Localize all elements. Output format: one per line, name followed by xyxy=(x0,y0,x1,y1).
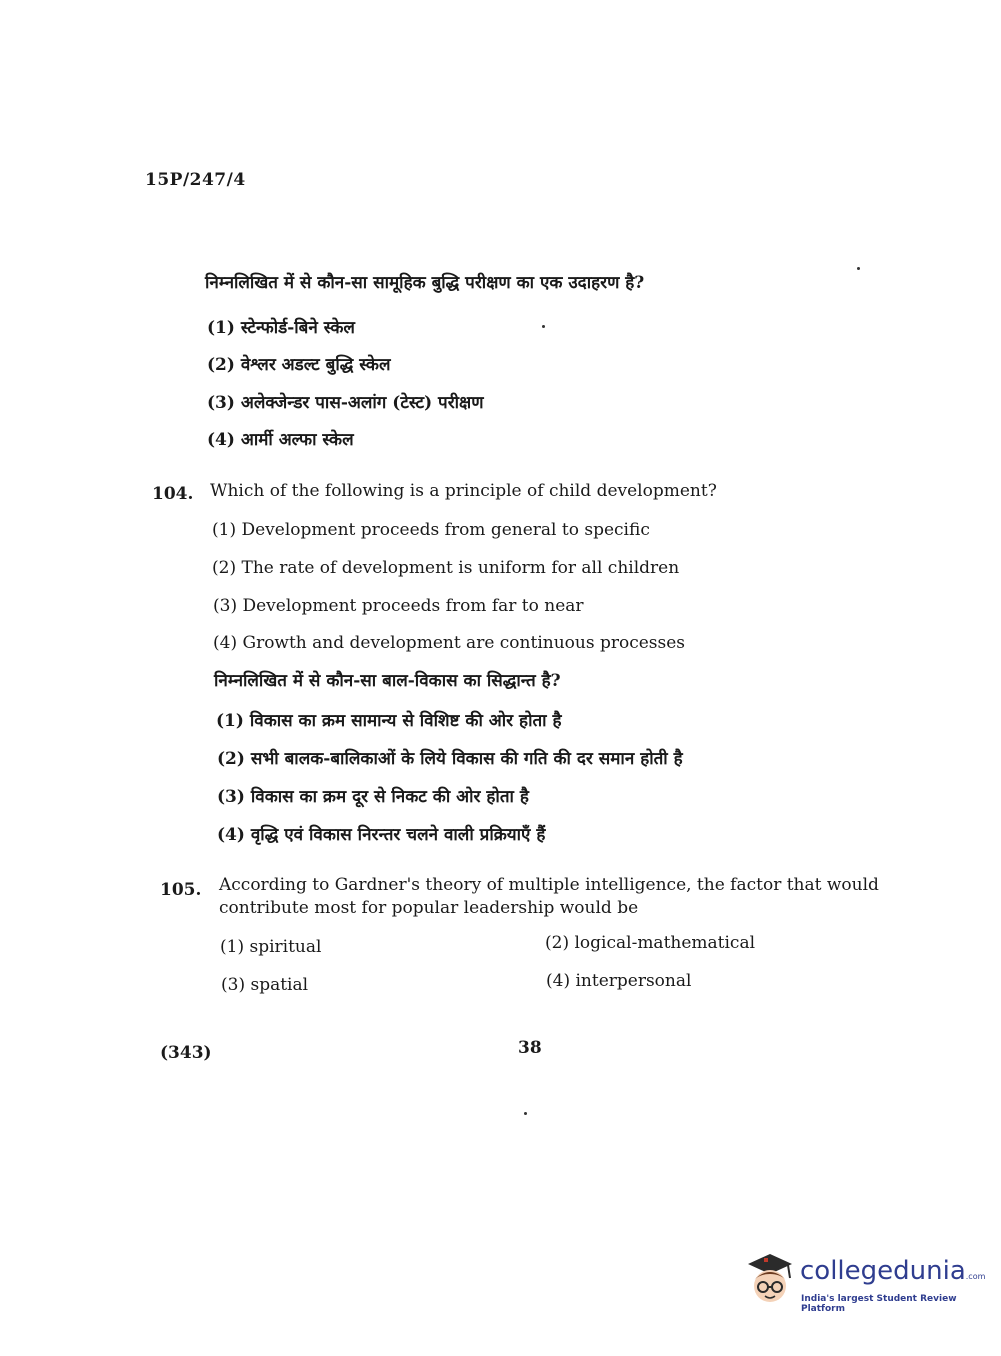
q104-hindi-option-4: (4) वृद्धि एवं विकास निरन्तर चलने वाली प्रक्रियाएँ हैं xyxy=(217,825,546,845)
q105-option-1: (1) spiritual xyxy=(220,937,322,957)
scan-speck xyxy=(857,267,860,270)
q104-hindi-option-2: (2) सभी बालक-बालिकाओं के लिये विकास की गति की दर समान होती है xyxy=(217,749,683,769)
q104-question: Which of the following is a principle of child development? xyxy=(210,481,717,501)
q104-option-4: (4) Growth and development are continuous processes xyxy=(213,633,686,653)
scan-speck xyxy=(542,325,545,328)
q104-option-3: (3) Development proceeds from far to near xyxy=(213,596,584,616)
q104-hindi-option-3: (3) विकास का क्रम दूर से निकट की ओर होता है xyxy=(217,787,529,807)
q104-option-1: (1) Development proceeds from general to specific xyxy=(212,520,650,540)
q104-hindi-option-1: (1) विकास का क्रम सामान्य से विशिष्ट की ओर होता है xyxy=(216,711,562,731)
paper-code: 15P/247/4 xyxy=(145,170,246,190)
q105-number: 105. xyxy=(160,880,202,900)
mascot-icon xyxy=(740,1250,798,1310)
q103-hindi-option-4: (4) आर्मी अल्फा स्केल xyxy=(207,430,354,450)
q103-hindi-option-2: (2) वेश्लर अडल्ट बुद्धि स्केल xyxy=(207,355,391,375)
scan-speck xyxy=(524,1112,527,1115)
q103-hindi-option-1: (1) स्टेन्फोर्ड-बिने स्केल xyxy=(207,318,355,338)
q105-question-line2: contribute most for popular leadership would be xyxy=(219,898,639,918)
q105-option-2: (2) logical-mathematical xyxy=(545,933,756,953)
q105-option-3: (3) spatial xyxy=(221,975,309,995)
q105-question-line1: According to Gardner's theory of multiple intelligence, the factor that would xyxy=(219,875,879,895)
collegedunia-logo xyxy=(740,1250,986,1320)
logo-wordmark: collegedunia.com xyxy=(800,1256,986,1286)
q103-hindi-option-3: (3) अलेक्जेन्डर पास-अलांग (टेस्ट) परीक्षण xyxy=(207,393,484,413)
footer-code: (343) xyxy=(160,1043,212,1063)
q103-hindi-question: निम्नलिखित में से कौन-सा सामूहिक बुद्धि परीक्षण का एक उदाहरण है? xyxy=(205,273,645,293)
q104-number: 104. xyxy=(152,484,194,504)
q104-option-2: (2) The rate of development is uniform for all children xyxy=(212,558,680,578)
q105-option-4: (4) interpersonal xyxy=(546,971,692,991)
page-number: 38 xyxy=(518,1038,542,1058)
logo-tagline: India's largest Student Review Platform xyxy=(801,1294,957,1314)
q104-hindi-question: निम्नलिखित में से कौन-सा बाल-विकास का सिद्धान्त है? xyxy=(214,671,561,691)
